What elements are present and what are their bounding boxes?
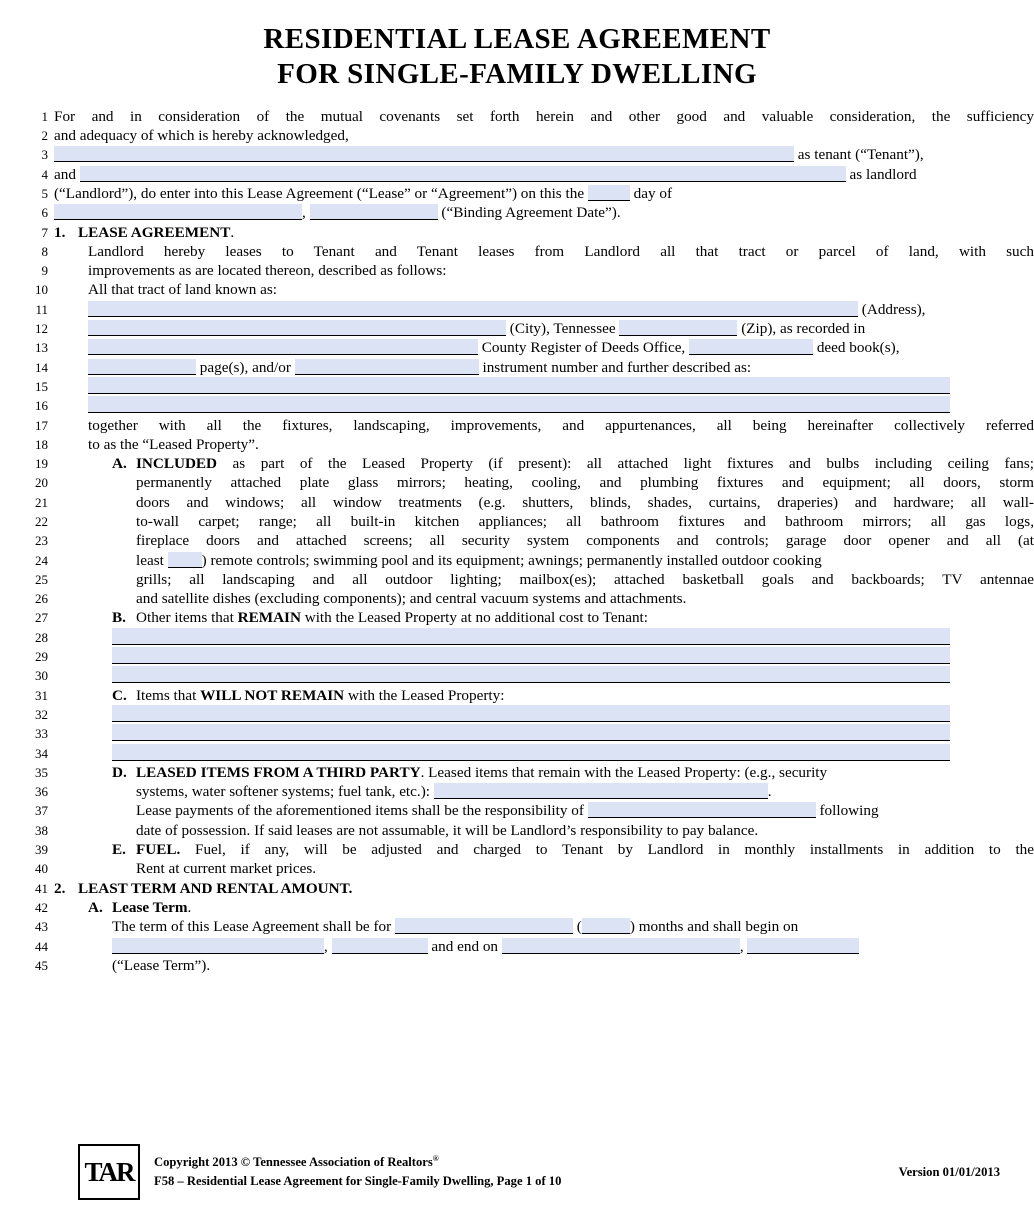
agreement-month-field[interactable] xyxy=(54,204,302,220)
tenant-name-field[interactable] xyxy=(54,146,794,162)
section-1-number: 1. xyxy=(54,223,66,241)
clause-d-line-36-end: . xyxy=(767,783,772,801)
remote-controls-prefix: least xyxy=(136,551,164,569)
included-label: INCLUDED xyxy=(136,455,218,473)
page-label: page(s), and/or xyxy=(199,358,291,376)
document-line xyxy=(20,898,1034,917)
footer-copyright xyxy=(154,1153,889,1172)
document-body xyxy=(0,107,1034,975)
clause-d-letter: D. xyxy=(112,763,127,781)
clause-d-line-36: systems, water softener systems; fuel tank, etc.): xyxy=(136,783,430,801)
line-text: Landlord hereby leases to Tenant and Tenant leases from Landlord all that tract or parcel of land, with such xyxy=(88,242,1034,260)
clause-b-prefix: Other items that xyxy=(136,609,234,627)
line-text: improvements as are located thereon, described as follows: xyxy=(88,262,447,280)
line-text: date of possession. If said leases are not assumable, it will be Landlord’s responsibility to pay balance. xyxy=(136,821,759,839)
section-1-title-period: . xyxy=(230,223,235,241)
line-number: 12 xyxy=(35,321,48,337)
line-text xyxy=(54,145,1034,164)
line-number: 3 xyxy=(41,147,48,163)
document-line xyxy=(20,570,1034,589)
tenant-suffix-text: as tenant (“Tenant”), xyxy=(797,146,924,164)
document-title xyxy=(0,0,1034,93)
document-line xyxy=(20,454,1034,473)
footer-form-line: F58 – Residential Lease Agreement for Single-Family Dwelling, Page 1 of 10 xyxy=(154,1174,562,1189)
remain-label: REMAIN xyxy=(237,609,301,627)
document-line xyxy=(20,203,1034,222)
line-number: 16 xyxy=(35,398,48,414)
lease-payments-prefix: Lease payments of the aforementioned items shall be the responsibility of xyxy=(136,802,584,820)
document-line xyxy=(20,879,1034,898)
line-number: 35 xyxy=(35,764,48,780)
property-city-field[interactable] xyxy=(88,320,506,336)
clause-d-line-35: . Leased items that remain with the Leased Property: (e.g., security xyxy=(420,763,828,781)
line-text xyxy=(54,782,1034,801)
document-line xyxy=(20,358,1034,377)
line-text xyxy=(54,628,1034,645)
zip-label: (Zip), as recorded in xyxy=(741,320,866,338)
lease-payments-suffix: following xyxy=(819,802,879,820)
lease-term-paren-close: ) xyxy=(629,918,635,936)
line-number: 26 xyxy=(35,591,48,607)
line-number: 17 xyxy=(35,417,48,433)
line-number: 37 xyxy=(35,803,48,819)
line-number: 19 xyxy=(35,456,48,472)
line-text xyxy=(54,666,1034,683)
document-line xyxy=(20,551,1034,570)
line-number: 23 xyxy=(35,533,48,549)
footer-text-block xyxy=(154,1153,889,1191)
remain-items-field-3[interactable] xyxy=(112,666,950,683)
agreement-date-suffix-text: day of xyxy=(633,184,673,202)
line-number: 24 xyxy=(35,552,48,568)
clause-d-text xyxy=(54,763,1034,782)
leased-items-field[interactable] xyxy=(434,783,768,799)
document-line xyxy=(20,705,1034,724)
line-number: 45 xyxy=(35,957,48,973)
line-text xyxy=(54,338,1034,357)
lease-begin-year-field[interactable] xyxy=(332,938,428,954)
title-line-2: FOR SINGLE-FAMILY DWELLING xyxy=(277,58,757,91)
document-line xyxy=(20,300,1034,319)
clause-e-text xyxy=(54,840,1034,859)
document-line xyxy=(20,473,1034,492)
page-footer xyxy=(0,1144,1034,1200)
line-text xyxy=(54,396,1034,413)
document-line xyxy=(20,956,1034,975)
line-number: 29 xyxy=(35,649,48,665)
lease-end-year-field[interactable] xyxy=(747,938,859,954)
landlord-suffix-text: as landlord xyxy=(849,165,917,183)
landlord-name-field[interactable] xyxy=(80,166,846,182)
county-field[interactable] xyxy=(88,339,478,355)
line-number: 43 xyxy=(35,919,48,935)
clause-e-letter: E. xyxy=(112,841,126,859)
document-line xyxy=(20,165,1034,184)
clause-e-line-39: Fuel, if any, will be adjusted and charged to Tenant by Landlord in monthly installments in addition to the xyxy=(195,841,1034,859)
agreement-year-field[interactable] xyxy=(310,204,438,220)
remain-items-field-2[interactable] xyxy=(112,647,950,664)
clause-c-suffix: with the Leased Property: xyxy=(347,686,505,704)
line-text: , (“Binding Agreement Date”). xyxy=(54,203,1034,222)
line-number: 20 xyxy=(35,475,48,491)
clause-a-line-19: as part of the Leased Property (if present): all attached light fixtures and bulbs including ceiling fans; xyxy=(232,455,1034,473)
deed-book-field[interactable] xyxy=(689,339,813,355)
line-text xyxy=(54,724,1034,741)
line-number: 33 xyxy=(35,726,48,742)
document-line xyxy=(20,686,1034,705)
lease-end-label: and end on xyxy=(431,937,499,955)
lease-term-months-numeric-field[interactable] xyxy=(582,918,630,934)
document-line xyxy=(20,184,1034,203)
document-line xyxy=(20,647,1034,666)
remain-items-field-1[interactable] xyxy=(112,628,950,645)
document-line xyxy=(20,859,1034,878)
line-text xyxy=(54,184,1034,203)
lease-term-suffix: months and shall begin on xyxy=(638,918,799,936)
line-number: 14 xyxy=(35,359,48,375)
remote-controls-suffix: ) remote controls; swimming pool and its equipment; awnings; permanently installed outdoor cooking xyxy=(201,551,822,569)
line-number: 36 xyxy=(35,784,48,800)
line-number: 11 xyxy=(35,301,48,317)
line-number: 22 xyxy=(35,513,48,529)
line-text xyxy=(54,647,1034,664)
line-text: grills; all landscaping and all outdoor lighting; mailbox(es); attached basketball goals and backboards; TV antennae xyxy=(136,570,1034,588)
document-line xyxy=(20,223,1034,242)
document-line xyxy=(20,744,1034,763)
binding-agreement-date-text: (“Binding Agreement Date”). xyxy=(441,204,621,222)
document-line xyxy=(20,377,1034,396)
document-line xyxy=(20,261,1034,280)
document-line xyxy=(20,763,1034,782)
agreement-day-field[interactable] xyxy=(588,185,630,201)
lease-term-period: . xyxy=(187,898,192,916)
line-number: 25 xyxy=(35,571,48,587)
section-2-title: LEAST TERM AND RENTAL AMOUNT. xyxy=(78,879,353,897)
document-line xyxy=(20,493,1034,512)
not-remain-items-field-2[interactable] xyxy=(112,724,950,741)
not-remain-items-field-3[interactable] xyxy=(112,744,950,761)
property-description-field-2[interactable] xyxy=(88,396,950,413)
line-text xyxy=(54,377,1034,394)
clause-b-text xyxy=(54,608,1034,627)
document-line xyxy=(20,608,1034,627)
document-line xyxy=(20,937,1034,956)
document-line xyxy=(20,396,1034,415)
document-line xyxy=(20,724,1034,743)
property-address-field[interactable] xyxy=(88,301,858,317)
clause-b-letter: B. xyxy=(112,609,126,627)
footer-copyright-text: Copyright 2013 © Tennessee Association of Realtors xyxy=(154,1155,433,1170)
document-line xyxy=(20,801,1034,820)
document-line xyxy=(20,338,1034,357)
line-number: 15 xyxy=(35,378,48,394)
line-number: 34 xyxy=(35,745,48,761)
register-of-deeds-label: County Register of Deeds Office, xyxy=(481,339,686,357)
document-line xyxy=(20,145,1034,164)
lease-end-date-field[interactable] xyxy=(502,938,740,954)
document-line xyxy=(20,435,1034,454)
line-text: and adequacy of which is hereby acknowledged, xyxy=(54,127,349,145)
document-line xyxy=(20,242,1034,261)
line-number: 32 xyxy=(35,706,48,722)
line-number: 44 xyxy=(35,938,48,954)
line-text: For and in consideration of the mutual covenants set forth herein and other good and valuable consideration, the sufficiency xyxy=(54,107,1034,125)
title-line-1: RESIDENTIAL LEASE AGREEMENT xyxy=(263,23,771,55)
document-line xyxy=(20,840,1034,859)
line-text: Rent at current market prices. xyxy=(136,860,317,878)
document-line xyxy=(20,107,1034,126)
registered-mark-icon: ® xyxy=(432,1154,439,1164)
clause-a-text xyxy=(54,454,1034,473)
line-number: 5 xyxy=(41,185,48,201)
document-line xyxy=(20,821,1034,840)
line-text: All that tract of land known as: xyxy=(88,281,277,299)
line-number: 18 xyxy=(35,436,48,452)
document-line xyxy=(20,628,1034,647)
line-number: 38 xyxy=(35,822,48,838)
lease-term-paren-open: ( xyxy=(576,918,582,936)
footer-version: Version 01/01/2013 xyxy=(898,1164,1000,1179)
instrument-label: instrument number and further described as: xyxy=(482,358,752,376)
line-number: 6 xyxy=(41,205,48,221)
section-2-number: 2. xyxy=(54,879,66,897)
line-number: 42 xyxy=(35,899,48,915)
line-number: 40 xyxy=(35,861,48,877)
lease-term-label: Lease Term xyxy=(112,898,188,916)
line-text: doors and windows; all window treatments (e.g. shutters, blinds, shades, curtains, draperies) and hardware; all wall- xyxy=(136,493,1034,511)
line-text xyxy=(54,551,1034,570)
line-number: 4 xyxy=(41,166,48,182)
line-number: 28 xyxy=(35,629,48,645)
line-text: and satellite dishes (excluding components); and central vacuum systems and attachments. xyxy=(136,590,687,608)
city-state-label: (City), Tennessee xyxy=(509,320,616,338)
line-text xyxy=(54,319,1034,338)
line-number: 27 xyxy=(35,610,48,626)
line-text xyxy=(54,801,1034,820)
clause-b-suffix: with the Leased Property at no additional cost to Tenant: xyxy=(304,609,648,627)
line-number: 39 xyxy=(35,842,48,858)
lease-term-months-field[interactable] xyxy=(395,918,573,934)
line-text: to-wall carpet; range; all built-in kitchen appliances; all bathroom fixtures and bathroom mirrors; all gas logs, xyxy=(136,512,1034,530)
not-remain-items-field-1[interactable] xyxy=(112,705,950,722)
line-number: 8 xyxy=(41,243,48,259)
line-number: 21 xyxy=(35,494,48,510)
line-number: 2 xyxy=(41,128,48,144)
fuel-label: FUEL. xyxy=(136,841,181,859)
lease-begin-date-field[interactable] xyxy=(112,938,324,954)
line-text xyxy=(54,165,1034,184)
will-not-remain-label: WILL NOT REMAIN xyxy=(200,686,345,704)
document-line xyxy=(20,531,1034,550)
section-2a-heading xyxy=(54,898,1034,917)
line-text xyxy=(54,300,1034,319)
line-number: 9 xyxy=(41,263,48,279)
document-line xyxy=(20,666,1034,685)
document-line xyxy=(20,319,1034,338)
document-line xyxy=(20,512,1034,531)
section-1-heading xyxy=(54,223,1034,242)
section-1-title: LEASE AGREEMENT xyxy=(78,223,231,241)
instrument-number-field[interactable] xyxy=(295,359,479,375)
address-label: (Address), xyxy=(861,300,926,318)
property-description-field-1[interactable] xyxy=(88,377,950,394)
line-text: permanently attached plate glass mirrors; heating, cooling, and plumbing fixtures and equipment; all doors, storm xyxy=(136,474,1034,492)
line-text xyxy=(54,705,1034,722)
line-number: 30 xyxy=(35,668,48,684)
clause-c-letter: C. xyxy=(112,686,127,704)
section-2a-letter: A. xyxy=(88,898,103,916)
remote-controls-count-field[interactable] xyxy=(168,552,202,568)
lease-payments-responsible-field[interactable] xyxy=(588,802,816,818)
leased-items-third-party-label: LEASED ITEMS FROM A THIRD PARTY xyxy=(136,763,421,781)
line-text: , and end on , xyxy=(54,937,1034,956)
section-2-heading xyxy=(54,879,1034,898)
line-number: 31 xyxy=(35,687,48,703)
line-text: (“Lease Term”). xyxy=(112,956,211,974)
line-number: 13 xyxy=(35,340,48,356)
line-text xyxy=(54,917,1034,936)
realtor-logo-icon: TAR xyxy=(78,1144,140,1200)
document-line xyxy=(20,416,1034,435)
agreement-date-prefix-text: (“Landlord”), do enter into this Lease Agreement (“Lease” or “Agreement”) on this the xyxy=(54,184,585,202)
document-line xyxy=(20,126,1034,145)
clause-c-text xyxy=(54,686,1034,705)
property-zip-field[interactable] xyxy=(619,320,737,336)
document-line xyxy=(20,589,1034,608)
document-line xyxy=(20,782,1034,801)
deed-book-label: deed book(s), xyxy=(816,339,900,357)
clause-a-letter: A. xyxy=(112,455,127,473)
landlord-prefix-text: and xyxy=(54,165,76,183)
line-text: fireplace doors and attached screens; all security system components and controls; garage door opener and all (at xyxy=(136,532,1034,550)
page-number-field[interactable] xyxy=(88,359,196,375)
line-text: together with all the fixtures, landscaping, improvements, and appurtenances, all being hereinafter collectively referred xyxy=(88,416,1034,434)
line-text xyxy=(54,744,1034,761)
line-number: 1 xyxy=(41,108,48,124)
line-number: 41 xyxy=(35,880,48,896)
line-text xyxy=(54,358,1034,377)
line-number: 7 xyxy=(41,224,48,240)
line-text: to as the “Leased Property”. xyxy=(88,435,259,453)
clause-c-prefix: Items that xyxy=(136,686,197,704)
lease-term-prefix: The term of this Lease Agreement shall be for xyxy=(112,918,392,936)
line-number: 10 xyxy=(35,282,48,298)
document-line xyxy=(20,917,1034,936)
document-line xyxy=(20,280,1034,299)
